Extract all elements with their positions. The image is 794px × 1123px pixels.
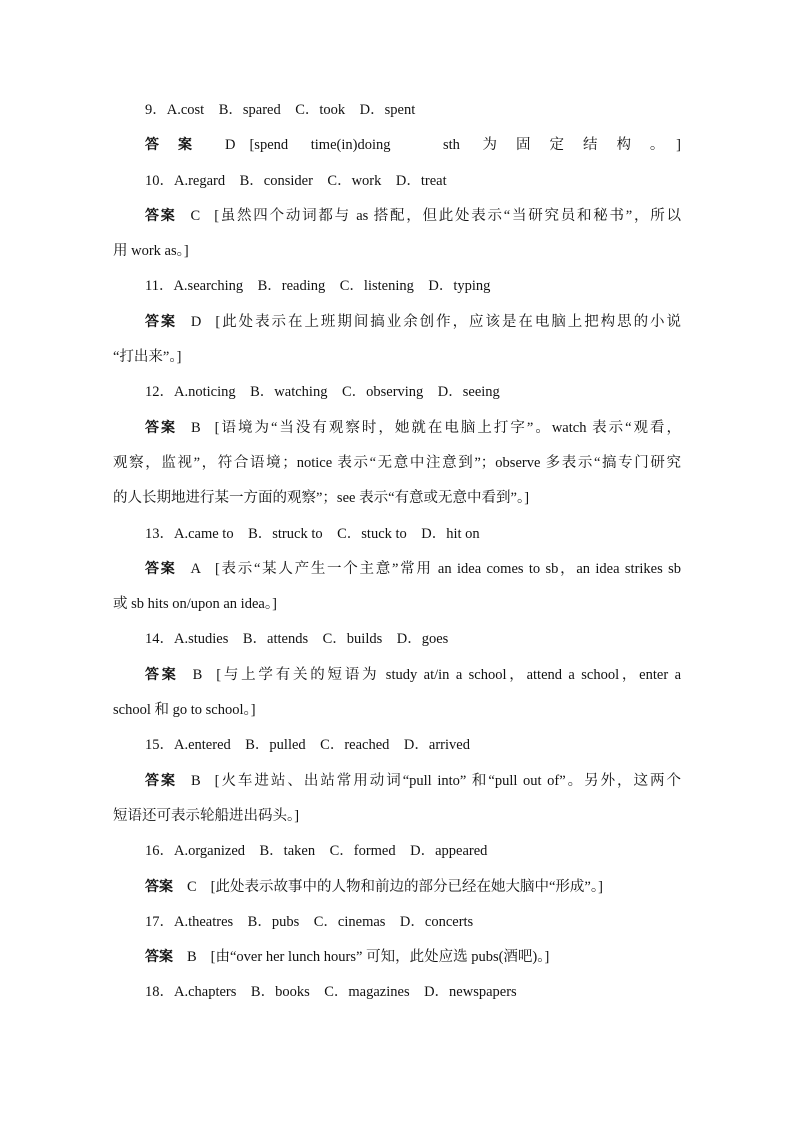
answer-label: 答案 [145, 313, 177, 330]
answer-letter: B [192, 666, 203, 683]
answer-explanation: [此处表示在上班期间搞业余创作，应该是在电脑上把构思的小说 [215, 313, 681, 330]
answer-letter: C [187, 878, 197, 895]
answer-line [113, 305, 681, 340]
answer-label: 答案 [145, 137, 211, 154]
answer-explanation: [spend time(in)doing sth 为固定结构。] [249, 137, 681, 154]
answer-label: 答案 [145, 666, 179, 683]
answer-explanation: [表示“某人产生一个主意”常用 an idea comes to sb，an idea strikes sb [214, 560, 681, 577]
answer-label: 答案 [145, 560, 177, 577]
answer-label: 答案 [145, 207, 177, 224]
explanation-continuation: 用 work as。] [113, 243, 189, 260]
explanation-continuation: 短语还可表示轮船进出码头。] [113, 807, 300, 824]
answer-line [113, 552, 681, 587]
explanation-continuation: 的人长期地进行某一方面的观察”；see 表示“有意或无意中看到”。] [113, 490, 530, 507]
answer-explanation: [与上学有关的短语为 study at/in a school，attend a school，enter a [216, 666, 681, 683]
question-options: 14．A.studies B．attends C．builds D．goes [145, 631, 449, 648]
question-options: 11．A.searching B．reading C．listening D．typing [145, 278, 491, 295]
answer-letter: B [191, 419, 201, 436]
answer-label: 答案 [145, 419, 177, 436]
answer-explanation: [此处表示故事中的人物和前边的部分已经在她大脑中“形成”。] [210, 878, 603, 895]
answer-letter: B [187, 949, 197, 966]
answer-line [113, 940, 681, 975]
answer-label: 答案 [145, 878, 173, 895]
explanation-continuation: school 和 go to school。] [113, 702, 256, 719]
explanation-continuation: 观察，监视”，符合语境；notice 表示“无意中注意到”；observe 多表示“搞专门研究 [113, 454, 681, 471]
answer-letter: C [190, 207, 201, 224]
question-options: 12．A.noticing B．watching C．observing D．seeing [145, 384, 500, 401]
answer-explanation: [语境为“当没有观察时，她就在电脑上打字”。watch 表示“观看， [214, 419, 681, 436]
answer-line [113, 658, 681, 693]
question-options: 10．A.regard B．consider C．work D．treat [145, 172, 447, 189]
answer-letter: D [190, 313, 202, 330]
answer-explanation: [由“over her lunch hours” 可知，此处应选 pubs(酒吧)。] [210, 949, 550, 966]
answer-explanation: [火车进站、出站常用动词“pull into” 和“pull out of”。另外，这两个 [214, 772, 681, 789]
answer-label: 答案 [145, 772, 177, 789]
answer-letter: B [190, 772, 201, 789]
answer-line [113, 870, 681, 905]
question-options: 15．A.entered B．pulled C．reached D．arrived [145, 737, 470, 754]
answer-line [113, 128, 681, 163]
answer-line [113, 199, 681, 234]
exercise-answer-list [113, 93, 681, 1011]
question-options: 16．A.organized B．taken C．formed D．appeared [145, 843, 488, 860]
explanation-continuation: 或 sb hits on/upon an idea。] [113, 596, 277, 613]
answer-line [113, 764, 681, 799]
question-options: 18．A.chapters B．books C．magazines D．newspapers [145, 984, 517, 1001]
answer-letter: D [224, 137, 236, 154]
answer-label: 答案 [145, 949, 173, 966]
answer-explanation: [虽然四个动词都与 as 搭配，但此处表示“当研究员和秘书”，所以 [214, 207, 681, 224]
question-options: 13．A.came to B．struck to C．stuck to D．hit on [145, 525, 480, 542]
explanation-continuation: “打出来”。] [113, 349, 182, 366]
answer-letter: A [190, 560, 201, 577]
question-options: 9．A.cost B．spared C．took D．spent [145, 102, 416, 118]
answer-line [113, 411, 681, 446]
question-options: 17．A.theatres B．pubs C．cinemas D．concerts [145, 913, 474, 930]
